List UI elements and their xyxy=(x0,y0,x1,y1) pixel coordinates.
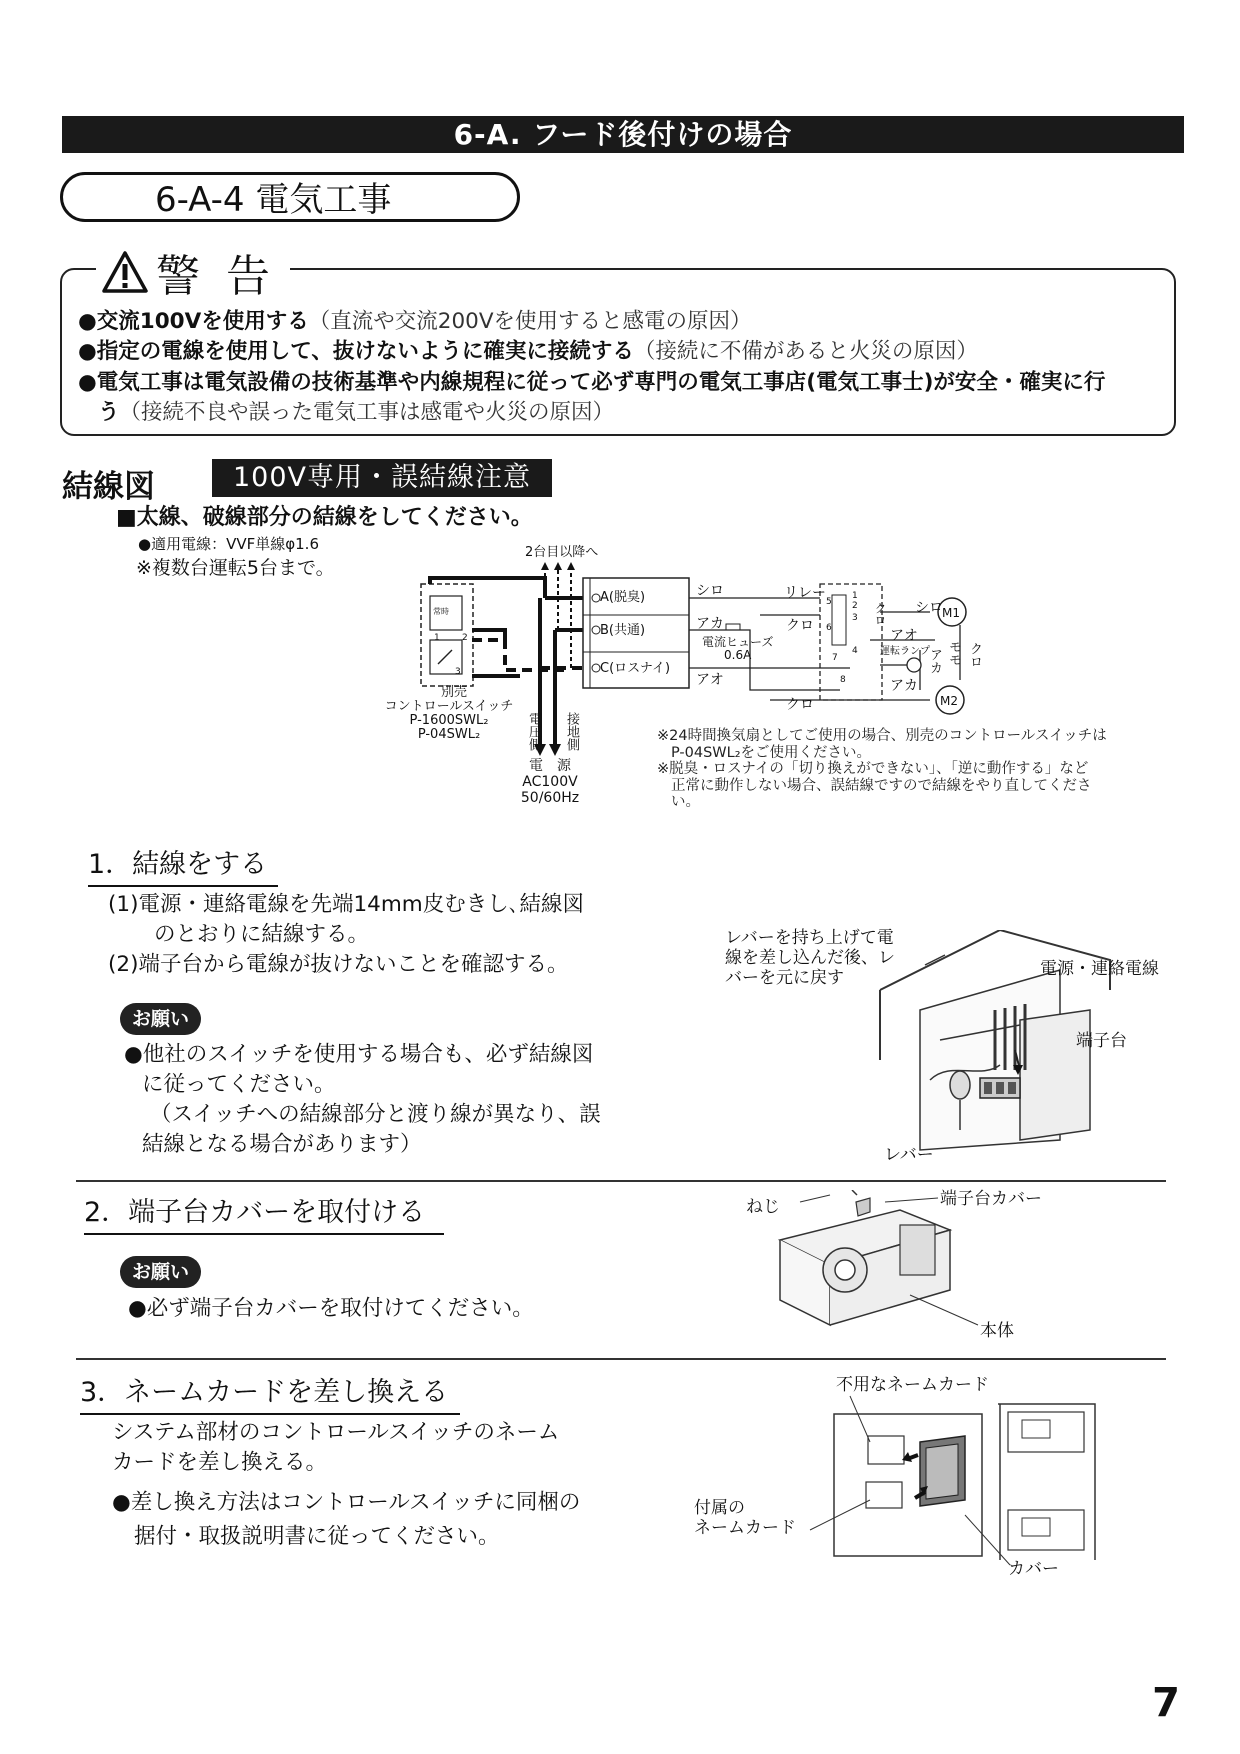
relay-pin: 8 xyxy=(840,675,846,685)
switch-pin: 3 xyxy=(455,667,461,677)
divider xyxy=(76,1358,1166,1360)
terminal-cover-label: 端子台カバー xyxy=(940,1189,1042,1209)
step1-notes: ●他社のスイッチを使用する場合も、必ず結線図 に従ってください。 （スイッチへの結線部分と渡り線が異なり、誤 結線となる場合があります） xyxy=(124,1042,601,1157)
warning-item: ●交流100Vを使用する（直流や交流200Vを使用すると感電の原因） xyxy=(78,309,752,334)
wiring-diagram xyxy=(0,0,1240,830)
wire-shiro: シロ xyxy=(696,583,724,599)
switch-pin: 2 xyxy=(462,633,468,643)
screw-label: ねじ xyxy=(746,1197,780,1217)
step3-leader-lines xyxy=(790,1390,1030,1580)
wire-shiro-m1: シロ xyxy=(915,600,943,616)
terminal-a: A(脱臭) xyxy=(600,590,646,605)
kuro-vertical-label: クロ xyxy=(873,602,887,626)
lever-label: レバー xyxy=(884,1145,934,1165)
relay-pin: 4 xyxy=(852,646,858,656)
terminal-c: C(ロスナイ) xyxy=(600,661,671,676)
terminal-b: B(共通) xyxy=(600,623,646,638)
diagram-remarks: ※24時間換気扇としてご使用の場合、別売のコントロールスイッチは P-04SWL₂をご使用ください。 ※脱臭・ロスナイの「切り換えができない」、「逆に動作する」など 正常に動作しない場合、誤結線ですので結線をやり直してくださ い。 xyxy=(657,728,1107,810)
fuse-label: 電流ヒューズ 0.6A xyxy=(702,635,774,662)
aka-vertical-label: アカ xyxy=(927,648,942,674)
wire-kuro: クロ xyxy=(786,618,814,634)
step2-leader-lines xyxy=(780,1190,1000,1340)
thick-wire xyxy=(430,578,545,598)
wire-kuro-2: クロ xyxy=(786,697,814,713)
relay-pin: 6 xyxy=(826,623,832,633)
wire-ao-m1: アオ xyxy=(890,628,918,644)
relay-pin: 1 xyxy=(852,591,858,601)
momo-label: モモ xyxy=(946,640,961,666)
warning-item: う（接続不良や誤った電気工事は感電や火災の原因） xyxy=(98,400,615,425)
wire-ao: アオ xyxy=(696,672,724,688)
cover-label: カバー xyxy=(1008,1559,1059,1579)
switch-model-label: コントロールスイッチ P-1600SWL₂ P-04SWL₂ xyxy=(384,699,514,742)
multi-unit-note: ※複数台運転5台まで。 xyxy=(136,557,335,579)
diagram-top-label: 2台目以降へ xyxy=(525,545,599,560)
relay-pin: 5 xyxy=(826,597,832,607)
relay-pin: 3 xyxy=(852,613,858,623)
step1-title: 1．結線をする xyxy=(88,842,278,887)
relay-label: リレー xyxy=(784,585,826,601)
step1-callout: レバーを持ち上げて電 線を差し込んだ後、レ バーを元に戻す xyxy=(725,928,895,988)
warning-item: ●指定の電線を使用して、抜けないように確実に接続する（接続に不備があると火災の原因） xyxy=(78,339,978,364)
wire-aka-m2: アカ xyxy=(890,678,918,694)
main-body-label: 本体 xyxy=(980,1321,1014,1341)
unneeded-card-label: 不用なネームカード xyxy=(836,1375,989,1395)
relay-pin: 2 xyxy=(852,601,858,611)
wiring-instruction: ■太線、破線部分の結線をしてください。 xyxy=(116,505,533,530)
step3-body: システム部材のコントロールスイッチのネーム カードを差し換える。 ●差し換え方法はコントロールスイッチに同梱の 据付・取扱説明書に従ってください。 xyxy=(112,1420,581,1549)
wiring-tag: 100V専用・誤結線注意 xyxy=(212,459,552,497)
step2-title: 2．端子台カバーを取付ける xyxy=(84,1190,444,1235)
switch-pin: 1 xyxy=(434,633,440,643)
lamp-label: 運転ランプ xyxy=(880,646,930,657)
wire-aka: アカ xyxy=(696,616,724,632)
included-card-label: 付属の ネームカード xyxy=(694,1498,796,1538)
step1-onegai-badge: お願い xyxy=(120,1003,201,1035)
ground-side-label: 接地側 xyxy=(564,712,579,751)
switch-inner-label: 常時 xyxy=(433,607,449,616)
step2-note: ●必ず端子台カバーを取付けてください。 xyxy=(128,1296,534,1321)
relay-pin: 7 xyxy=(832,653,838,663)
wire-spec-note: ●適用電線：VVF単線φ1.6 xyxy=(138,535,319,553)
power-label: 電 源 AC100V 50/60Hz xyxy=(520,758,580,806)
divider xyxy=(76,1180,1166,1182)
kuro-m-label: クロ xyxy=(967,642,982,668)
warning-item: ●電気工事は電気設備の技術基準や内線規程に従って必ず専門の電気工事店(電気工事士)が安全・確実に行 xyxy=(78,370,1106,395)
wiring-title: 結線図 xyxy=(62,469,155,505)
page-number: 7 xyxy=(1152,1680,1180,1726)
switch-label: 別売 xyxy=(440,685,467,700)
wire-label: 電源・連絡電線 xyxy=(1040,959,1159,979)
step3-title: 3．ネームカードを差し換える xyxy=(80,1370,460,1415)
step1-body: (1)電源・連絡電線を先端14mm皮むきし､結線図 のとおりに結線する。 (2)端子台から電線が抜けないことを確認する。 xyxy=(108,892,584,977)
step2-onegai-badge: お願い xyxy=(120,1256,201,1288)
header-bar: 6-A. フード後付けの場合 xyxy=(62,116,1184,153)
warning-title: 警 告 xyxy=(156,251,276,302)
terminal-block-label: 端子台 xyxy=(1076,1031,1127,1051)
voltage-side-label: 電圧側 xyxy=(526,712,541,751)
m2-label: M2 xyxy=(940,694,958,708)
section-title: 6-A-4 電気工事 xyxy=(60,172,520,222)
m1-label: M1 xyxy=(942,606,960,620)
